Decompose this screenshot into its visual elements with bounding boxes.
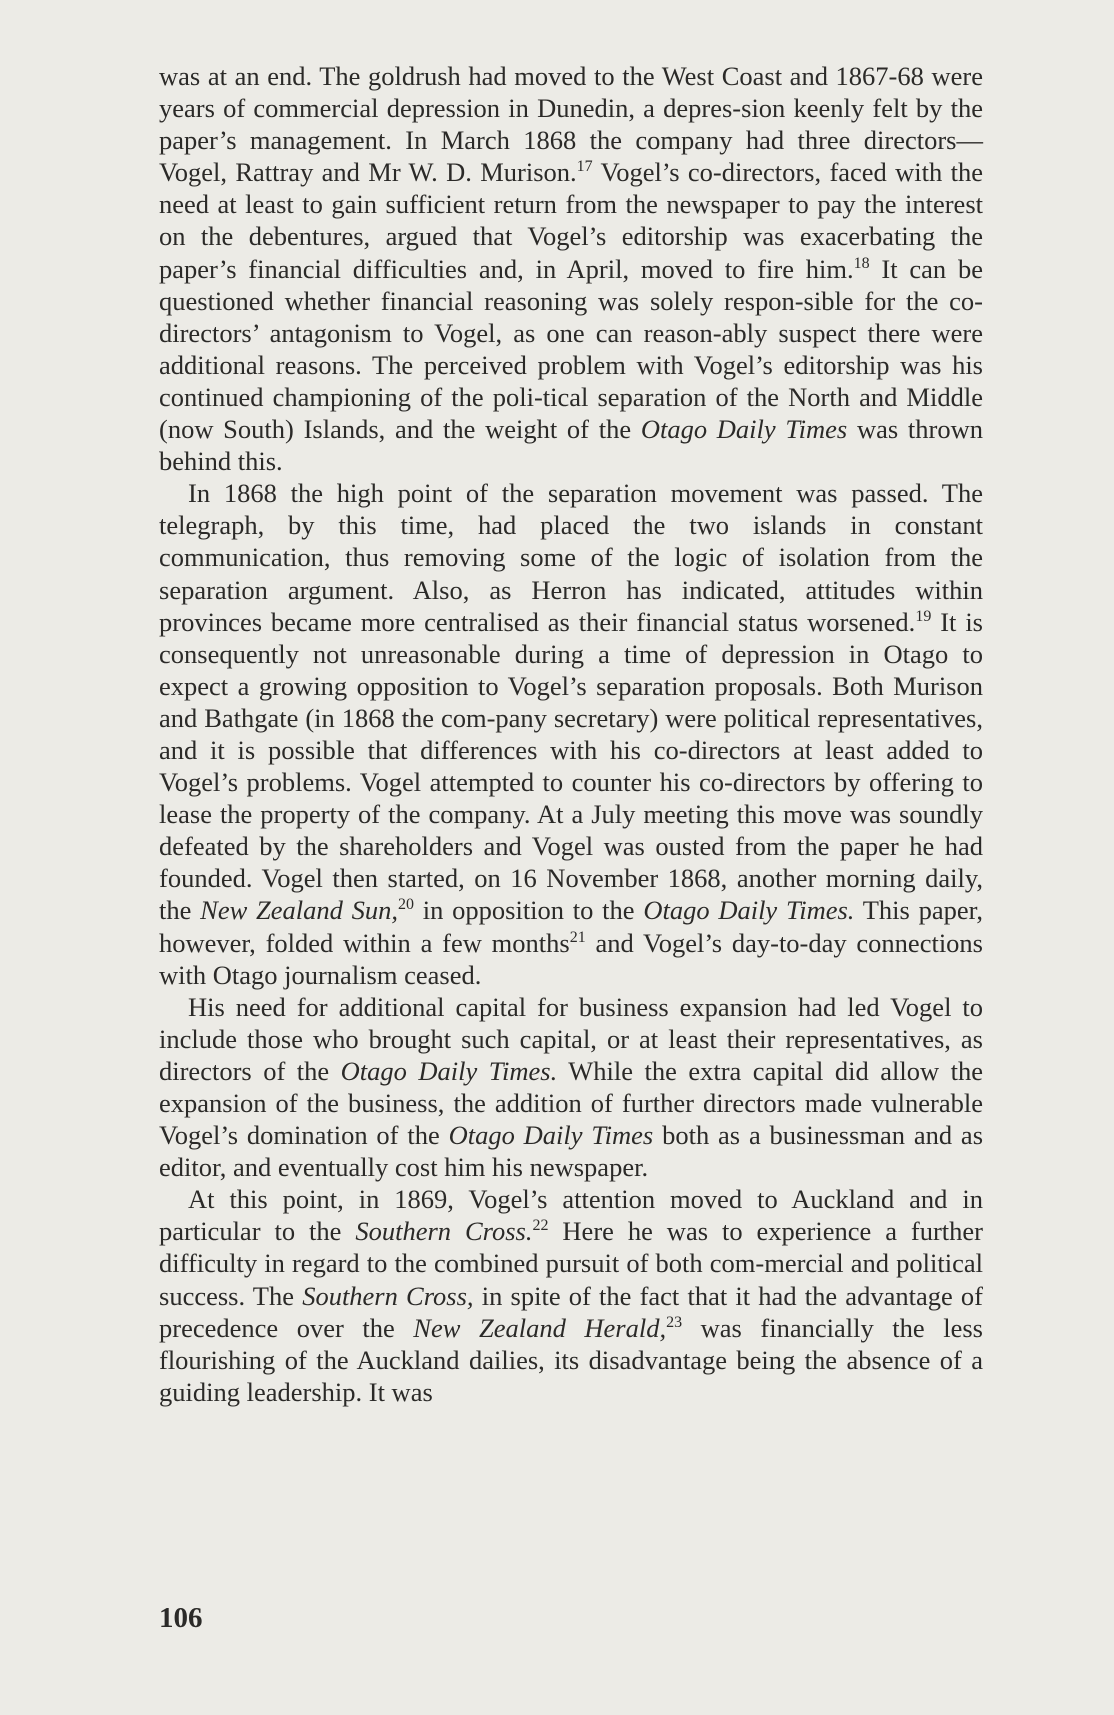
text-run: was thrown behind this. (159, 414, 983, 477)
paragraph-1 (159, 60, 983, 477)
text-run: His need for additional capital for business expansion had led Vogel to include those who brought such capital, or at least their representatives, as directors of the (159, 991, 983, 1086)
paragraph-4 (159, 1183, 983, 1408)
text-run: both as a businessman and as editor, and eventually cost him his newspaper. (159, 1120, 984, 1183)
text-run: It can be questioned whether financial reasoning was solely respon-sible for the co-directors’ antagonism to Vogel, as one can reason-ably suspect there were additional reasons. The perceived problem with Vogel’s editorship was his continued championing of the poli-tical separation of the North and Middle (now South) Islands, and the weight of the (159, 253, 983, 445)
footnote-ref: 18 (853, 254, 870, 272)
text-run: This paper, however, folded within a few months (159, 895, 984, 958)
italic-title: New Zealand Sun, (200, 895, 399, 926)
text-run: in opposition to the (414, 895, 644, 926)
italic-title: New Zealand Herald, (413, 1312, 667, 1343)
text-run: It is consequently not unreasonable during a time of depression in Otago to expect a growing opposition to Vogel’s separation proposals. Both Murison and Bathgate (in 1868 the com-pany secretary) were political representatives, and it is possible that differences with his co-directors at least added to Vogel’s problems. Vogel attempted to counter his co-directors by offering to lease the property of the company. At a July meeting this move was soundly defeated by the shareholders and Vogel was ousted from the paper he had founded. Vogel then started, on 16 November 1868, another morning daily, the (159, 606, 983, 926)
italic-title: Otago Daily Times. (643, 895, 855, 926)
text-run: Here he was to experience a further difficulty in regard to the combined pursuit of both com-mercial and political success. The (159, 1216, 983, 1311)
paragraph-2 (159, 477, 983, 991)
text-run: was at an end. The goldrush had moved to the West Coast and 1867-68 were years of commercial depression in Dunedin, a depres-sion keenly felt by the paper’s management. In March 1868 the company had three directors—Vogel, Rattray and Mr W. D. Murison. (159, 61, 983, 188)
footnote-ref: 21 (569, 928, 586, 946)
text-run: While the extra capital did allow the expansion of the business, the addition of further directors made vulnerable Vogel’s domination of the (159, 1055, 984, 1151)
page-number: 106 (159, 1602, 203, 1634)
body-text (159, 60, 983, 1408)
italic-title: Southern Cross, (302, 1280, 474, 1311)
text-run: in spite of the fact that it had the advantage of precedence over the (159, 1280, 983, 1343)
text-run: Vogel’s co-directors, faced with the need at least to gain sufficient return from the newspaper to pay the interest on the debentures, argued that Vogel’s editorship was exacerbating the paper’s financial difficulties and, in April, moved to fire him. (159, 157, 983, 284)
paragraph-3 (159, 991, 983, 1184)
footnote-ref: 20 (398, 896, 415, 914)
text-run: was financially the less flourishing of the Auckland dailies, its disadvantage being the absence of a guiding leadership. It was (159, 1312, 983, 1407)
footnote-ref: 22 (532, 1217, 549, 1235)
italic-title: Otago Daily Times (640, 414, 848, 445)
footnote-ref: 17 (576, 158, 593, 176)
footnote-ref: 19 (915, 607, 932, 625)
text-run: At this point, in 1869, Vogel’s attention moved to Auckland and in particular to the (159, 1184, 983, 1247)
italic-title: Southern Cross. (355, 1216, 533, 1247)
text-run: In 1868 the high point of the separation movement was passed. The telegraph, by this time, had placed the two islands in constant communication, thus removing some of the logic of isolation from the separation argument. Also, as Herron has indicated, attitudes within provinces became more centralised as their financial status worsened. (159, 478, 983, 637)
italic-title: Otago Daily Times (448, 1120, 654, 1151)
footnote-ref: 23 (666, 1313, 683, 1331)
text-run: and Vogel’s day-to-day connections with Otago journalism ceased. (159, 927, 983, 990)
italic-title: Otago Daily Times. (340, 1055, 558, 1086)
